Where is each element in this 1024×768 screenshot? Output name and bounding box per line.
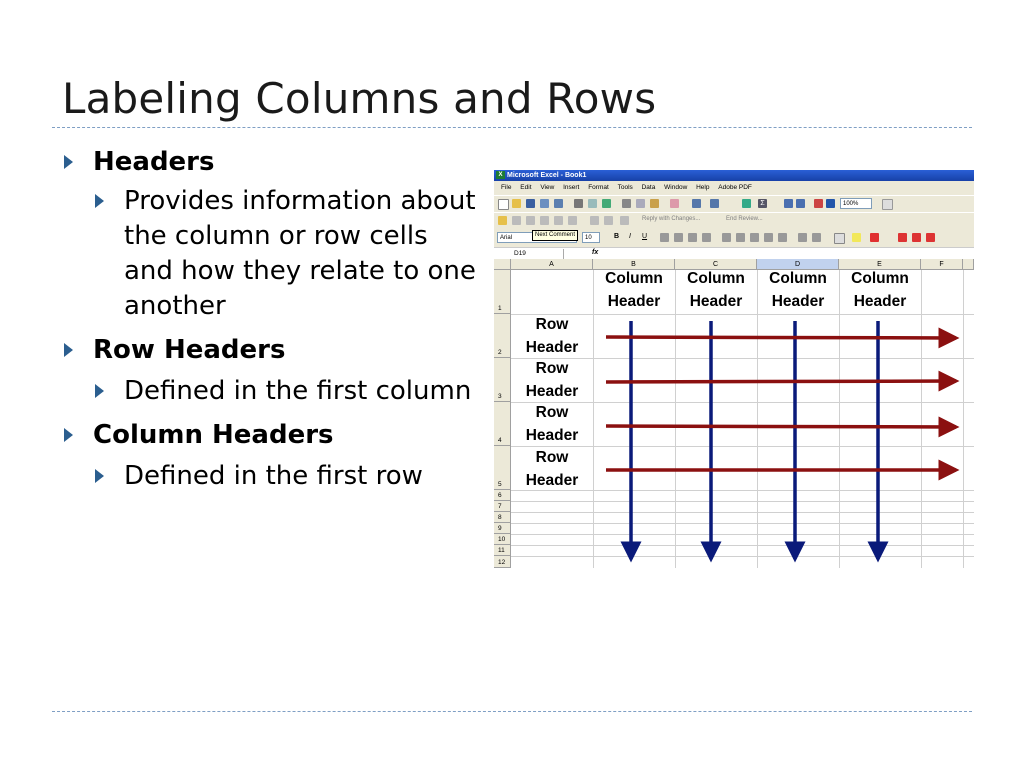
delete-comment-icon[interactable]	[568, 216, 577, 225]
menu-data[interactable]: Data	[641, 184, 656, 191]
row-header-3[interactable]: 3	[494, 358, 511, 402]
show-comment-icon[interactable]	[540, 216, 549, 225]
menu-edit[interactable]: Edit	[520, 184, 532, 191]
hyperlink-icon[interactable]	[742, 199, 751, 208]
bullet-row-headers	[62, 334, 482, 366]
underline-icon[interactable]: U	[642, 233, 648, 240]
cell-e1[interactable]: Column Header	[851, 270, 909, 310]
pdf-email-icon[interactable]	[912, 233, 921, 242]
next-comment-icon[interactable]	[526, 216, 535, 225]
column-header-c[interactable]: C	[675, 259, 757, 270]
next-comment-tooltip: Next Comment	[532, 230, 578, 241]
open-icon[interactable]	[512, 199, 521, 208]
font-name-box[interactable]: Arial	[497, 232, 577, 243]
excel-menu-bar	[494, 181, 974, 195]
bullet-heading: Column Headers	[93, 420, 334, 450]
menu-file[interactable]: File	[501, 184, 512, 191]
send-mail-icon[interactable]	[620, 216, 629, 225]
spreadsheet-grid[interactable]	[494, 259, 974, 568]
sub-bullet-column-headers	[62, 459, 482, 494]
row-header-8[interactable]: 8	[494, 512, 511, 523]
right-arrow-2	[606, 337, 956, 338]
chart-wizard-icon[interactable]	[814, 199, 823, 208]
slide-title: Labeling Columns and Rows	[62, 74, 657, 123]
comment-icon[interactable]	[498, 216, 507, 225]
menu-window[interactable]: Window	[664, 184, 688, 191]
reviewing-toolbar	[494, 212, 974, 230]
redo-icon[interactable]	[710, 199, 719, 208]
bullet-list	[62, 146, 482, 498]
excel-screenshot	[494, 170, 974, 568]
sort-ascending-icon[interactable]	[784, 199, 793, 208]
cell-a4[interactable]: Row Header	[525, 404, 579, 444]
menu-help[interactable]: Help	[696, 184, 710, 191]
excel-window-title: Microsoft Excel - Book1	[507, 172, 587, 179]
row-header-4[interactable]: 4	[494, 402, 511, 446]
menu-tools[interactable]: Tools	[617, 184, 633, 191]
font-size-box[interactable]: 10	[582, 232, 600, 243]
merge-center-icon[interactable]	[702, 233, 711, 242]
sort-descending-icon[interactable]	[796, 199, 805, 208]
row-header-11[interactable]: 11	[494, 545, 511, 556]
print-preview-icon[interactable]	[588, 199, 597, 208]
cell-c1[interactable]: Column Header	[687, 270, 745, 310]
excel-title-bar	[494, 170, 974, 181]
menu-format[interactable]: Format	[588, 184, 609, 191]
excel-logo-icon: X	[496, 171, 505, 179]
new-icon[interactable]	[498, 199, 509, 210]
cut-icon[interactable]	[622, 199, 631, 208]
row-header-9[interactable]: 9	[494, 523, 511, 534]
column-header-b[interactable]: B	[593, 259, 675, 270]
zoom-box[interactable]: 100%	[840, 198, 872, 209]
sub-bullet-text: Defined in the first column	[124, 376, 472, 406]
column-header-a[interactable]: A	[511, 259, 593, 270]
row-header-1[interactable]: 1	[494, 270, 511, 314]
show-all-comments-icon[interactable]	[554, 216, 563, 225]
bullet-heading: Headers	[93, 147, 215, 177]
fx-icon[interactable]: fx	[592, 249, 599, 256]
email-icon[interactable]	[554, 199, 563, 208]
standard-toolbar	[494, 195, 974, 212]
footer-divider	[52, 711, 972, 712]
bullet-heading: Row Headers	[93, 335, 286, 365]
sub-bullet-text: Provides information about the column or row cells and how they relate to one another	[124, 186, 476, 321]
reply-with-changes[interactable]: Reply with Changes...	[642, 216, 701, 222]
track-changes-icon[interactable]	[590, 216, 599, 225]
align-left-icon[interactable]	[660, 233, 669, 242]
row-header-10[interactable]: 10	[494, 534, 511, 545]
percent-icon[interactable]	[736, 233, 745, 242]
title-divider	[52, 127, 972, 128]
column-header-d[interactable]: D	[757, 259, 839, 270]
formatting-toolbar	[494, 230, 974, 247]
decrease-decimal-icon[interactable]	[778, 233, 787, 242]
row-header-2[interactable]: 2	[494, 314, 511, 358]
bullet-column-headers	[62, 419, 482, 451]
undo-icon[interactable]	[692, 199, 701, 208]
drawing-icon[interactable]	[826, 199, 835, 208]
bullet-arrow-icon	[64, 428, 73, 442]
copy-icon[interactable]	[636, 199, 645, 208]
font-color-icon[interactable]	[870, 233, 879, 242]
menu-view[interactable]: View	[540, 184, 555, 191]
format-painter-icon[interactable]	[670, 199, 679, 208]
fill-color-icon[interactable]	[852, 233, 861, 242]
print-icon[interactable]	[574, 199, 583, 208]
autosum-icon[interactable]: Σ	[758, 199, 767, 208]
menu-adobe-pdf[interactable]: Adobe PDF	[718, 184, 752, 191]
decrease-indent-icon[interactable]	[798, 233, 807, 242]
right-arrow-3	[606, 381, 956, 382]
increase-indent-icon[interactable]	[812, 233, 821, 242]
bullet-arrow-icon	[64, 343, 73, 357]
cell-a5[interactable]: Row Header	[525, 449, 579, 489]
name-box[interactable]: D19	[494, 249, 564, 259]
save-icon[interactable]	[526, 199, 535, 208]
sub-bullet-headers	[62, 184, 482, 324]
bullet-arrow-icon	[95, 469, 104, 483]
italic-icon[interactable]: I	[629, 233, 631, 240]
pdf-icon[interactable]	[898, 233, 907, 242]
menu-insert[interactable]: Insert	[563, 184, 580, 191]
cell-d1[interactable]: Column Header	[769, 270, 827, 310]
sub-bullet-text: Defined in the first row	[124, 461, 423, 491]
row-header-7[interactable]: 7	[494, 501, 511, 512]
align-right-icon[interactable]	[688, 233, 697, 242]
comma-icon[interactable]	[750, 233, 759, 242]
right-arrow-4	[606, 426, 956, 427]
permission-icon[interactable]	[540, 199, 549, 208]
pdf-review-icon[interactable]	[926, 233, 935, 242]
row-header-12[interactable]: 12	[494, 556, 511, 568]
sub-bullet-row-headers	[62, 374, 482, 409]
row-header-6[interactable]: 6	[494, 490, 511, 501]
help-icon[interactable]	[882, 199, 893, 210]
align-center-icon[interactable]	[674, 233, 683, 242]
column-header-f[interactable]: F	[921, 259, 963, 270]
spelling-icon[interactable]	[602, 199, 611, 208]
end-review[interactable]: End Review...	[726, 216, 763, 222]
previous-comment-icon[interactable]	[512, 216, 521, 225]
increase-decimal-icon[interactable]	[764, 233, 773, 242]
paste-icon[interactable]	[650, 199, 659, 208]
bold-icon[interactable]: B	[614, 233, 620, 240]
bullet-arrow-icon	[95, 194, 104, 208]
cell-a2[interactable]: Row Header	[525, 316, 579, 356]
bullet-arrow-icon	[95, 384, 104, 398]
send-to-recipient-icon[interactable]	[604, 216, 613, 225]
currency-icon[interactable]	[722, 233, 731, 242]
column-header-e[interactable]: E	[839, 259, 921, 270]
bullet-headers	[62, 146, 482, 178]
cell-b1[interactable]: Column Header	[605, 270, 663, 310]
annotation-arrows	[494, 259, 974, 568]
row-header-5[interactable]: 5	[494, 446, 511, 490]
bullet-arrow-icon	[64, 155, 73, 169]
cell-a3[interactable]: Row Header	[525, 360, 579, 400]
borders-icon[interactable]	[834, 233, 845, 244]
